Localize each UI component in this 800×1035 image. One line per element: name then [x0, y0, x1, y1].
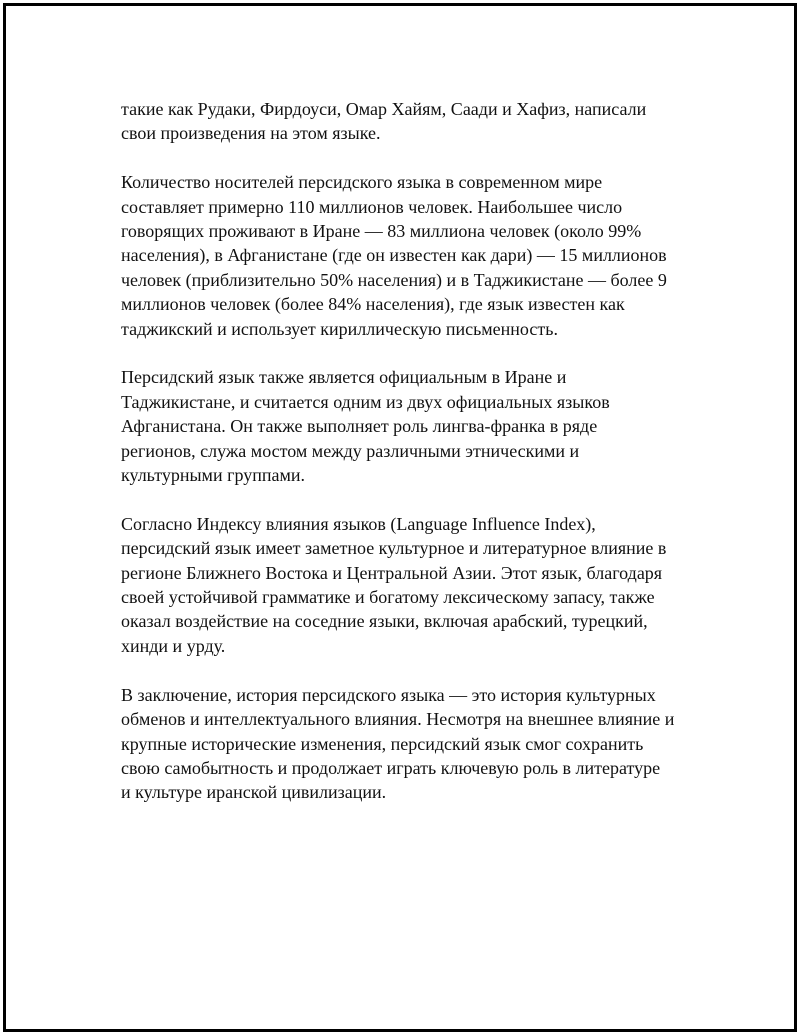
text-line: персидский язык имеет заметное культурное и литературное влияние в	[121, 538, 667, 559]
text-line: регионе Ближнего Востока и Центральной Азии. Этот язык, благодаря	[121, 562, 663, 583]
text-line: Афганистана. Он также выполняет роль лингва-франка в ряде	[121, 416, 598, 437]
paragraph-5	[121, 683, 701, 805]
text-line: Таджикистане, и считается одним из двух официальных языков	[121, 391, 610, 412]
text-line: регионов, служа мостом между различными этническими и	[121, 440, 580, 461]
text-line: хинди и урду.	[121, 635, 226, 656]
paragraph-4	[121, 512, 701, 658]
text-line: В заключение, история персидского языка — это история культурных	[121, 684, 656, 705]
text-line: Персидский язык также является официальным в Иране и	[121, 367, 567, 388]
text-line: свои произведения на этом языке.	[121, 123, 381, 144]
text-line: и культуре иранской цивилизации.	[121, 782, 387, 803]
text-line: оказал воздействие на соседние языки, включая арабский, турецкий,	[121, 611, 648, 632]
text-line: человек (приблизительно 50% населения) и в Таджикистане — более 9	[121, 269, 667, 290]
text-line: свою самобытность и продолжает играть ключевую роль в литературе	[121, 757, 661, 778]
text-line: говорящих проживают в Иране — 83 миллиона человек (около 99%	[121, 221, 642, 242]
paragraph-2	[121, 170, 701, 341]
text-line: Количество носителей персидского языка в современном мире	[121, 172, 603, 193]
text-line: таджикский и использует кириллическую письменность.	[121, 318, 558, 339]
text-line: своей устойчивой грамматике и богатому лексическому запасу, также	[121, 587, 655, 608]
text-line: крупные исторические изменения, персидский язык смог сохранить	[121, 733, 644, 754]
text-line: Согласно Индексу влияния языков (Language Influence Index),	[121, 513, 596, 534]
text-line: населения), в Афганистане (где он известен как дари) — 15 миллионов	[121, 245, 667, 266]
text-line: обменов и интеллектуального влияния. Несмотря на внешнее влияние и	[121, 709, 675, 730]
document-body	[121, 97, 701, 829]
text-line: такие как Рудаки, Фирдоуси, Омар Хайям, Саади и Хафиз, написали	[121, 99, 647, 119]
text-line: культурными группами.	[121, 465, 306, 486]
paragraph-1	[121, 97, 701, 146]
paragraph-3	[121, 365, 701, 487]
page-frame	[3, 3, 797, 1032]
text-line: составляет примерно 110 миллионов человек. Наибольшее число	[121, 196, 623, 217]
text-line: миллионов человек (более 84% населения), где язык известен как	[121, 294, 625, 315]
